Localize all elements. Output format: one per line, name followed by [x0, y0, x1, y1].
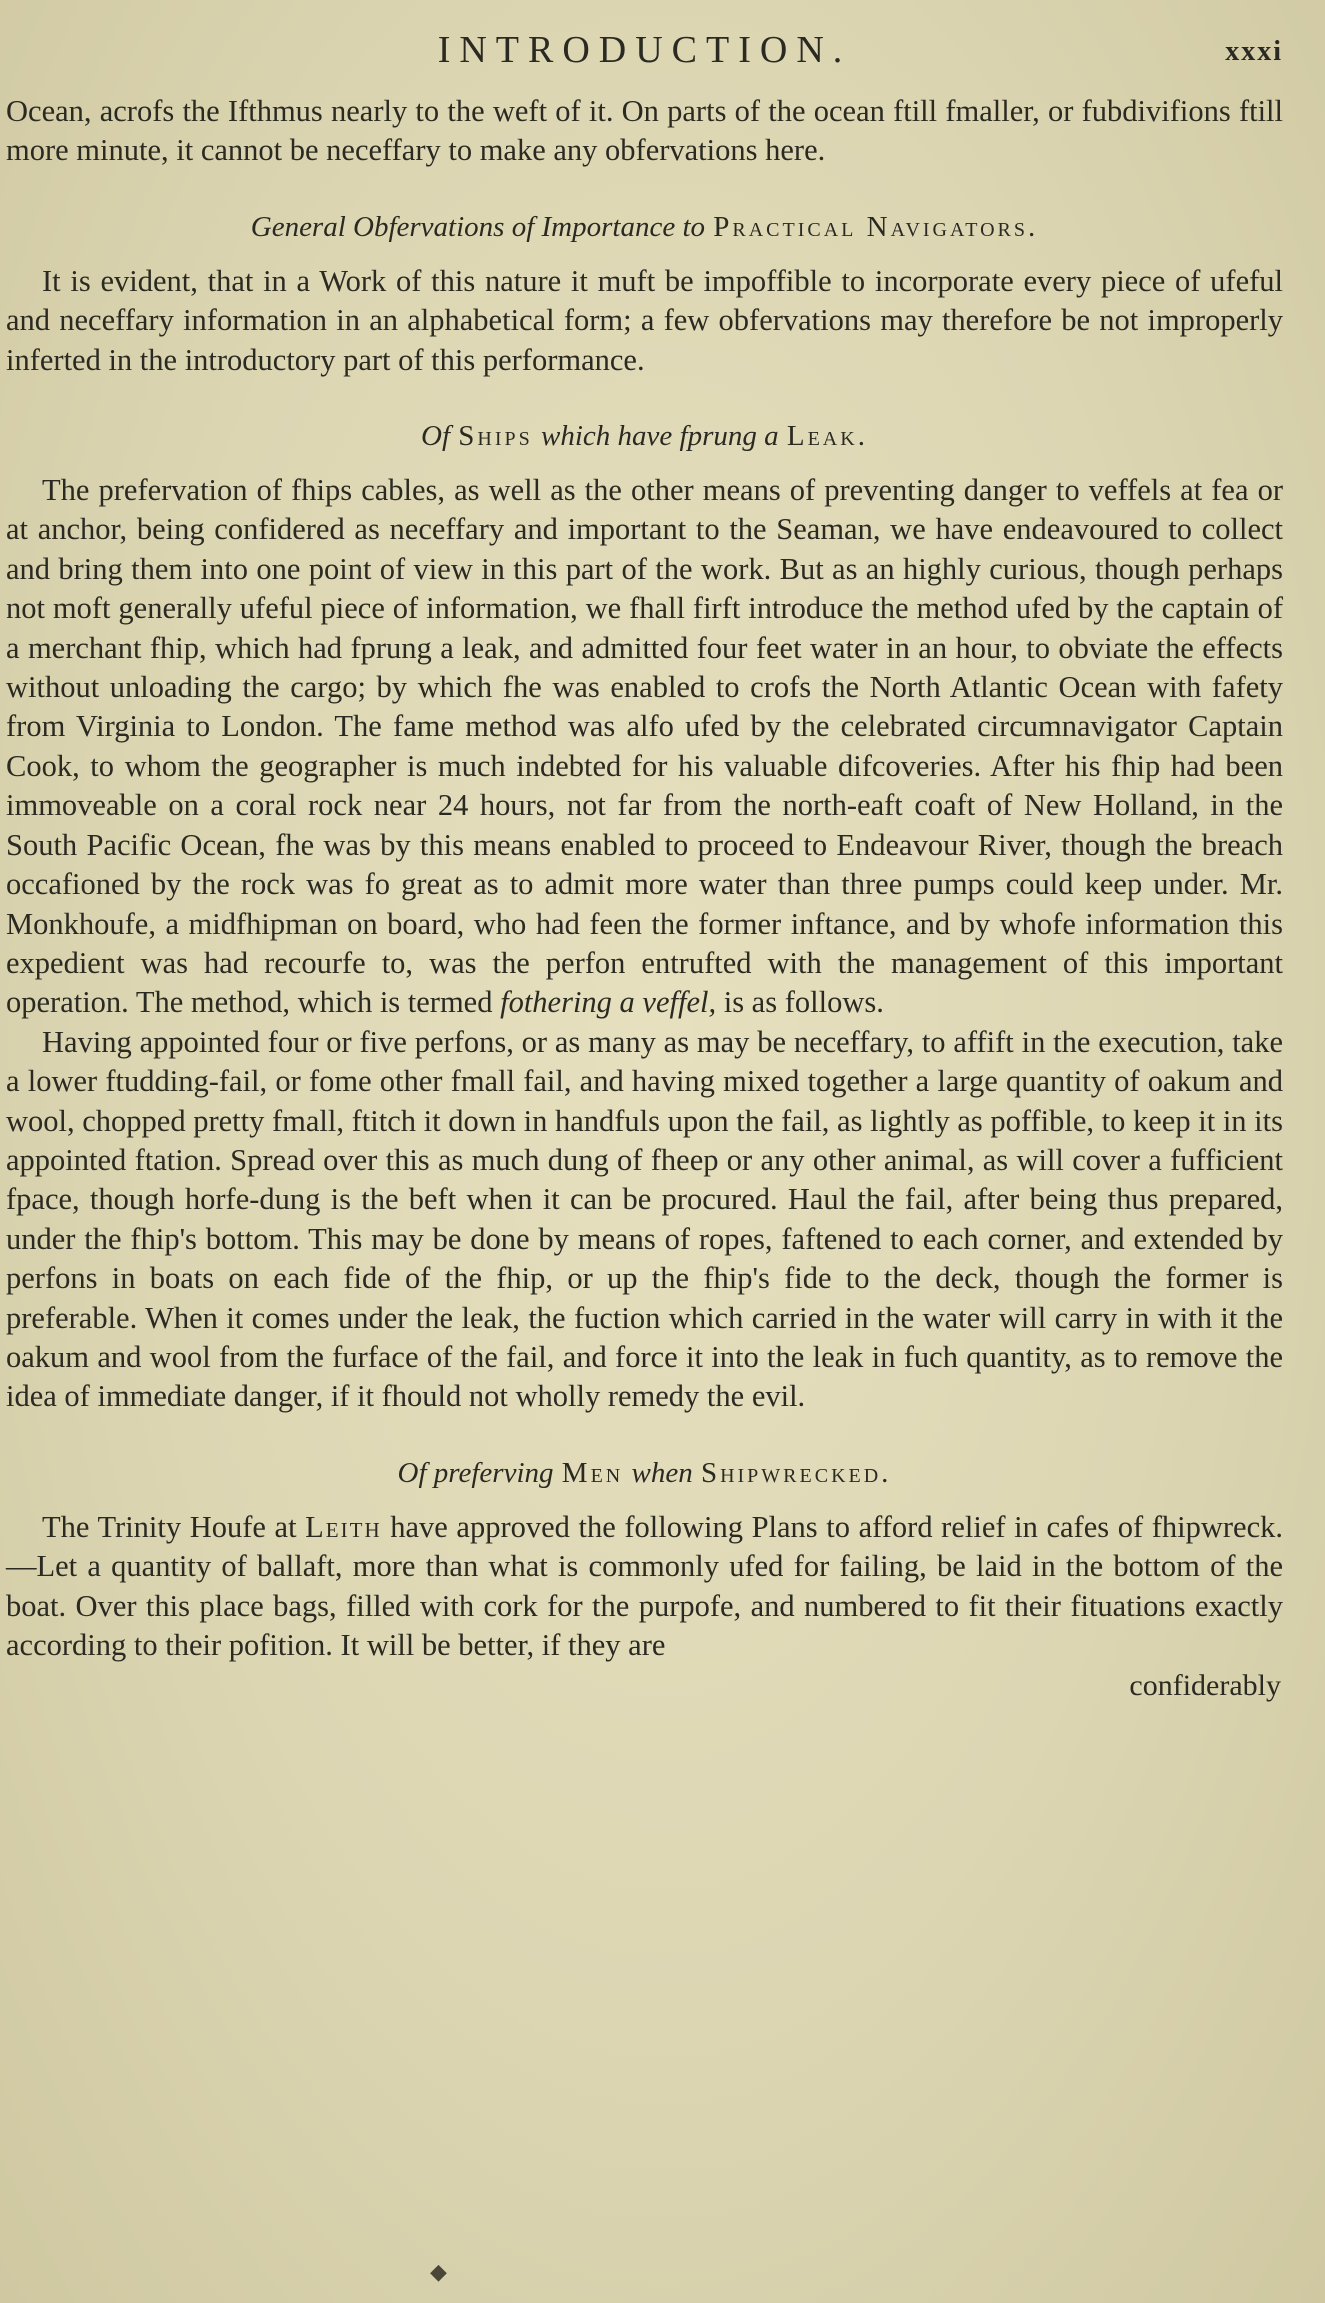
heading-preserving-italic2: when	[631, 1456, 693, 1489]
heading-preserving-caps2: Shipwrecked.	[700, 1456, 892, 1489]
heading-general-caps: Practical Navigators.	[713, 210, 1039, 243]
paragraph-trinity-rest: have approved the following Plans to afford relief in cafes of fhipwreck.—Let a quantity of ballaft, more than what is commonly ufed for failing, be laid in the bottom of the boat. Over this place bags, filled with cork for the purpofe, and numbered to fit their fituations exactly according to their pofition. It will be better, if they are	[6, 1509, 1283, 1662]
term-fothering: fothering a veffel,	[500, 985, 717, 1020]
paragraph-general: It is evident, that in a Work of this nature it muft be impoffible to incorporate every piece of ufeful and neceffary information in an alphabetical form; a few obfervations may therefore be not improperly inferted in the introductory part of this performance.	[6, 263, 1283, 377]
heading-ships-italic: which have fprung a	[541, 420, 779, 453]
paragraph-ships	[6, 471, 1283, 1023]
catchword: confiderably	[1129, 1669, 1281, 1703]
printer-mark-icon: ◆	[430, 2260, 447, 2285]
paragraph-having: Having appointed four or five perfons, or as many as may be neceffary, to affift in the execution, take a lower ftudding-fail, or fome other fmall fail, and having mixed together a large quantity of oakum and wool, chopped pretty fmall, ftitch it down in handfuls upon the fail, as lightly as poffible, to keep it in its appointed ftation. Spread over this as much dung of fheep or any other animal, as will cover a fufficient fpace, though horfe-dung is the beft when it can be procured. Haul the fail, after being thus prepared, under the fhip's bottom. This may be done by means of ropes, faftened to each corner, and extended by perfons in boats on each fide of the fhip, or up the fhip's fide to the deck, though the former is preferable. When it comes under the leak, the fuction which carried in the water will carry in with it the oakum and wool from the furface of the fail, and force it into the leak in fuch quantity, as to remove the idea of immediate danger, if it fhould not wholly remedy the evil.	[6, 1024, 1283, 1414]
paragraph-trinity-start: The Trinity Houfe at	[42, 1509, 297, 1544]
heading-preserving-caps1: Men	[561, 1456, 624, 1489]
heading-preserving-men	[6, 1457, 1283, 1490]
heading-preserving-italic1: Of preferving	[397, 1456, 554, 1489]
heading-ships-caps2: Leak.	[786, 420, 868, 453]
paragraph-ships-end: is as follows.	[723, 985, 884, 1020]
paragraph-intro: Ocean, acrofs the Ifthmus nearly to the weft of it. On parts of the ocean ftill fmaller, or fubdivifions ftill more minute, it cannot be neceffary to make any obfervations here.	[6, 94, 1283, 168]
place-leith: Leith	[305, 1509, 382, 1544]
heading-ships-of: Of	[421, 420, 451, 453]
heading-general-observations	[6, 211, 1283, 244]
page-number: xxxi	[1225, 36, 1283, 67]
paragraph-trinity	[6, 1508, 1283, 1666]
page-header	[6, 22, 1283, 92]
heading-general-italic: General Obfervations of Importance to	[250, 210, 706, 243]
running-title: INTRODUCTION.	[437, 29, 852, 71]
heading-ships-leak	[6, 420, 1283, 453]
paragraph-ships-text: The prefervation of fhips cables, as well as the other means of preventing danger to veffels at fea or at anchor, being confidered as neceffary and important to the Seaman, we have endeavoured to collect and bring them into one point of view in this part of the work. But as an highly curious, though perhaps not moft generally ufeful piece of information, we fhall firft introduce the method ufed by the captain of a merchant fhip, which had fprung a leak, and admitted four feet water in an hour, to obviate the effects without unloading the cargo; by which fhe was enabled to crofs the North Atlantic Ocean with fafety from Virginia to London. The fame method was alfo ufed by the celebrated circumnavigator Captain Cook, to whom the geographer is much indebted for his valuable difcoveries. After his fhip had been immoveable on a coral rock near 24 hours, not far from the north-eaft coaft of New Holland, in the South Pacific Ocean, fhe was by this means enabled to proceed to Endeavour River, though the breach occafioned by the rock was fo great as to admit more water than three pumps could keep under. Mr. Monkhoufe, a midfhipman on board, who had feen the former inftance, and by whofe information this expedient was had recourfe to, was the perfon entrufted with the management of this important operation. The method, which is termed	[6, 473, 1283, 1020]
heading-ships-caps1: Ships	[458, 420, 533, 453]
